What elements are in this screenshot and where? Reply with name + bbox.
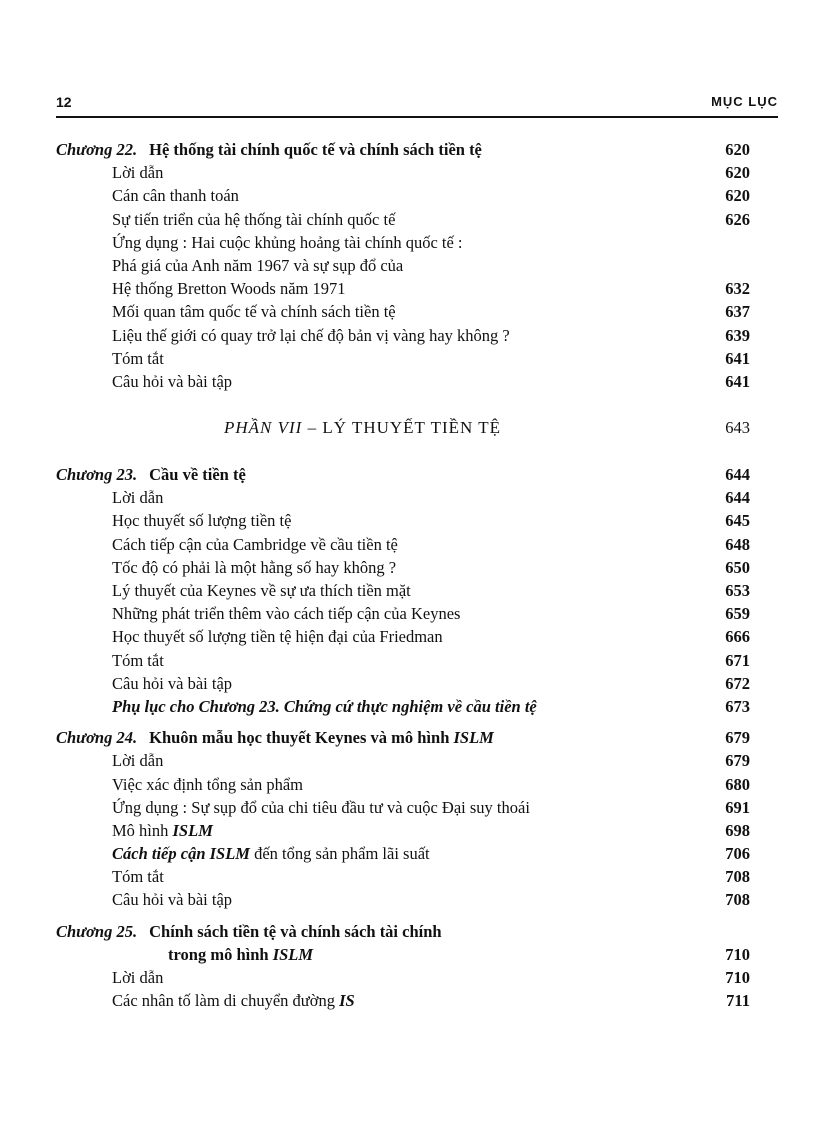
chapter-title: Hệ thống tài chính quốc tế và chính sách tiền tệ	[149, 140, 482, 159]
chapter-label: Chương 24.	[56, 728, 138, 748]
chapter-label: Chương 25.	[56, 921, 138, 941]
chapter-title: Cầu về tiền tệ	[149, 465, 246, 485]
entry-title: Lời dẫn	[112, 751, 164, 771]
part-7-heading[interactable]	[56, 415, 750, 441]
toc-entry[interactable]	[56, 649, 750, 672]
chapter-label: Chương 23.	[56, 465, 138, 485]
chapter-25-heading-cont[interactable]	[56, 943, 750, 966]
page-ref: 641	[725, 371, 750, 391]
entry-title	[112, 989, 355, 1012]
model-name: ISLM	[453, 728, 494, 748]
toc-entry[interactable]	[56, 989, 750, 1012]
page-ref: 620	[725, 140, 750, 159]
page-ref: 673	[725, 696, 750, 716]
chapter-title-line-1: Chính sách tiền tệ và chính sách tài chính	[149, 921, 442, 941]
page-ref: 679	[725, 751, 750, 771]
page-ref: 644	[725, 465, 750, 485]
entry-title: Những phát triển thêm vào cách tiếp cận của Keynes	[112, 604, 461, 624]
entry-title	[112, 819, 213, 842]
toc-entry[interactable]	[56, 533, 750, 556]
table-of-contents	[56, 138, 750, 1012]
toc-entry[interactable]	[56, 277, 750, 300]
model-name: ISLM	[272, 944, 314, 964]
page-ref: 643	[725, 418, 750, 438]
entry-title: Lý thuyết của Keynes về sự ưa thích tiền mặt	[112, 581, 411, 600]
page-ref: 632	[725, 279, 750, 299]
page-ref: 698	[725, 820, 750, 840]
page-ref: 644	[725, 488, 750, 508]
model-name: ISLM	[172, 820, 213, 840]
page-ref: 653	[725, 581, 750, 600]
page-ref: 648	[725, 534, 750, 554]
running-title: MỤC LỤC	[711, 94, 778, 109]
page-ref: 708	[725, 890, 750, 910]
entry-title: Học thuyết số lượng tiền tệ	[112, 511, 292, 531]
entry-title: Câu hỏi và bài tập	[112, 371, 233, 391]
toc-entry[interactable]	[56, 509, 750, 532]
entry-title: Câu hỏi và bài tập	[112, 890, 233, 910]
page-ref: 708	[725, 867, 750, 887]
toc-entry[interactable]	[56, 796, 750, 819]
toc-entry[interactable]	[56, 865, 750, 888]
toc-entry[interactable]	[56, 556, 750, 579]
toc-entry[interactable]	[56, 819, 750, 842]
entry-title: Tốc độ có phải là một hằng số hay không ?	[112, 557, 397, 577]
entry-title: Cán cân thanh toán	[112, 186, 239, 206]
entry-title: Tóm tắt	[112, 867, 164, 887]
page-ref: 620	[725, 186, 750, 206]
model-name: IS	[339, 991, 355, 1011]
page-ref: 641	[725, 348, 750, 368]
toc-entry[interactable]	[56, 749, 750, 772]
toc-entry[interactable]	[56, 254, 750, 277]
chapter-title-line-2	[168, 943, 313, 966]
chapter-25-heading[interactable]	[56, 920, 750, 943]
chapter-22-heading[interactable]	[56, 138, 750, 161]
page-ref: 620	[725, 163, 750, 183]
entry-title: Cách tiếp cận của Cambridge về cầu tiền tệ	[112, 534, 398, 554]
toc-entry-appendix[interactable]	[56, 695, 750, 718]
toc-entry[interactable]	[56, 347, 750, 370]
part-prefix: PHẦN VII	[224, 418, 303, 438]
chapter-24-heading[interactable]	[56, 726, 750, 749]
entry-title: Tóm tắt	[112, 348, 164, 368]
toc-entry[interactable]	[56, 625, 750, 648]
entry-title: Lời dẫn	[112, 968, 164, 987]
page-ref: 637	[725, 302, 750, 322]
entry-title-italic: Cách tiếp cận ISLM	[112, 844, 250, 864]
page-ref: 659	[725, 604, 750, 624]
entry-title-text: Mô hình	[112, 820, 173, 840]
toc-entry[interactable]	[56, 184, 750, 207]
toc-entry[interactable]	[56, 842, 750, 865]
toc-entry[interactable]	[56, 672, 750, 695]
toc-entry[interactable]	[56, 486, 750, 509]
entry-title: Việc xác định tổng sản phẩm	[112, 774, 303, 794]
toc-entry[interactable]	[56, 773, 750, 796]
toc-entry[interactable]	[56, 602, 750, 625]
entry-title: Ứng dụng : Sự sụp đổ của chi tiêu đầu tư và cuộc Đại suy thoái	[112, 797, 530, 817]
entry-title: Liệu thế giới có quay trở lại chế độ bản vị vàng hay không ?	[112, 325, 510, 345]
page-ref: 680	[725, 774, 750, 794]
page-ref: 691	[725, 797, 750, 817]
entry-title: Phá giá của Anh năm 1967 và sự sụp đổ của	[112, 255, 404, 275]
toc-entry[interactable]	[56, 300, 750, 323]
entry-title: Lời dẫn	[112, 163, 164, 183]
entry-title-text: đến tổng sản phẩm lãi suất	[249, 844, 430, 864]
page-ref: 672	[725, 673, 750, 693]
chapter-title-text: Khuôn mẫu học thuyết Keynes và mô hình	[149, 728, 454, 748]
toc-entry[interactable]	[56, 161, 750, 184]
page-ref: 706	[725, 844, 750, 864]
chapter-23-heading[interactable]	[56, 463, 750, 486]
toc-entry[interactable]	[56, 966, 750, 989]
entry-title: Ứng dụng : Hai cuộc khủng hoảng tài chính quốc tế :	[112, 232, 463, 252]
part-title: LÝ THUYẾT TIỀN TỆ	[322, 418, 501, 438]
page-ref: 666	[725, 627, 750, 647]
page-ref: 710	[725, 944, 750, 964]
entry-title: Lời dẫn	[112, 488, 164, 508]
page-header	[56, 94, 778, 118]
chapter-title	[149, 728, 494, 747]
entry-title: Câu hỏi và bài tập	[112, 673, 233, 693]
entry-title: Phụ lục cho Chương 23. Chứng cứ thực nghiệm về cầu tiền tệ	[112, 696, 537, 716]
part-dash: –	[302, 418, 323, 438]
page-ref: 650	[725, 557, 750, 577]
chapter-title-text: trong mô hình	[168, 944, 273, 964]
page-ref: 639	[725, 325, 750, 345]
page-ref: 671	[725, 650, 750, 670]
page-number: 12	[56, 94, 72, 110]
entry-title-text: Các nhân tố làm di chuyển đường	[112, 991, 340, 1011]
page-ref: 626	[725, 209, 750, 229]
chapter-label: Chương 22.	[56, 140, 138, 159]
entry-title: Tóm tắt	[112, 650, 164, 670]
entry-title: Sự tiến triển của hệ thống tài chính quốc tế	[112, 209, 396, 229]
toc-entry[interactable]	[56, 888, 750, 911]
entry-title	[112, 842, 430, 865]
entry-title: Học thuyết số lượng tiền tệ hiện đại của Friedman	[112, 627, 443, 647]
toc-entry[interactable]	[56, 208, 750, 231]
entry-title: Mối quan tâm quốc tế và chính sách tiền tệ	[112, 302, 396, 322]
entry-title: Hệ thống Bretton Woods năm 1971	[112, 279, 346, 299]
page-ref: 679	[725, 728, 750, 748]
page-ref: 710	[725, 968, 750, 987]
toc-entry[interactable]	[56, 231, 750, 254]
toc-entry[interactable]	[56, 579, 750, 602]
page-ref: 711	[726, 991, 750, 1011]
page-ref: 645	[725, 511, 750, 531]
toc-entry[interactable]	[56, 370, 750, 393]
toc-entry[interactable]	[56, 324, 750, 347]
